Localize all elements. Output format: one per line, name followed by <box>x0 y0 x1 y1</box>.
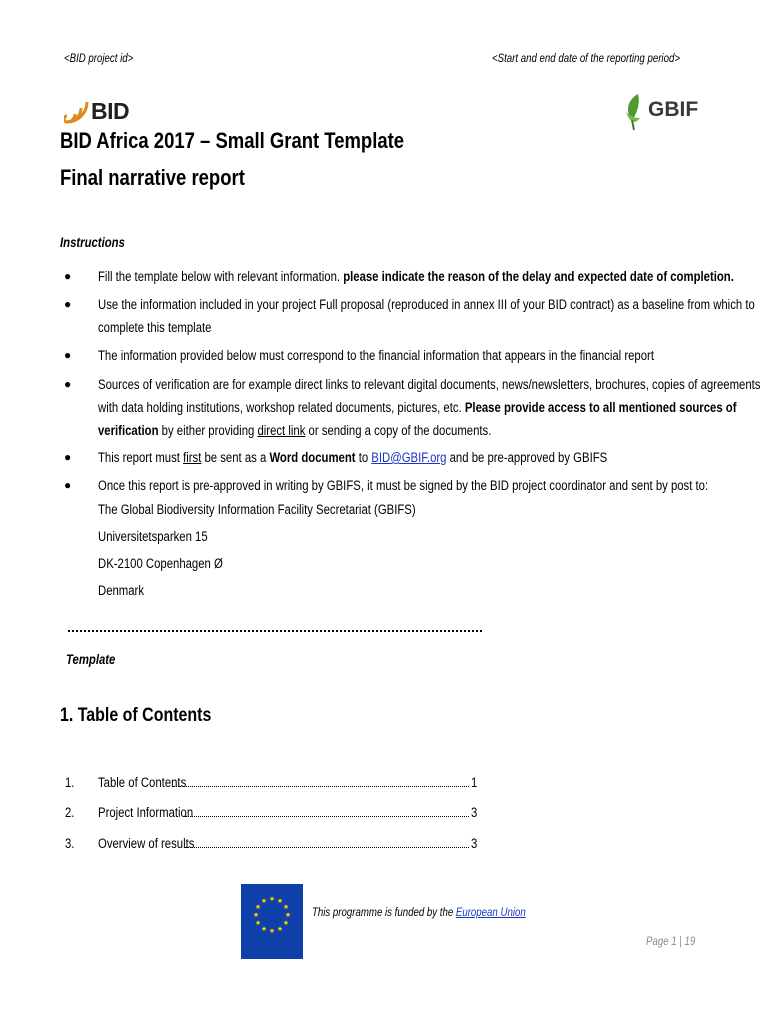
template-heading: Template <box>66 652 116 667</box>
toc-heading: 1. Table of Contents <box>60 705 212 726</box>
address-line: DK-2100 Copenhagen Ø <box>98 556 223 571</box>
eu-stars-icon <box>241 884 303 959</box>
document-subtitle: Final narrative report <box>60 165 245 190</box>
gbif-logo <box>622 90 699 132</box>
svg-text:★: ★ <box>276 925 284 933</box>
page-number: Page 1 | 19 <box>646 936 696 948</box>
header-project-id: <BID project id> <box>64 53 134 65</box>
email-link[interactable]: BID@GBIF.org <box>371 450 447 465</box>
svg-text:★: ★ <box>284 911 292 919</box>
toc-item[interactable]: 2. Project Information 3 <box>65 805 478 820</box>
bullet-dot: ● <box>64 450 72 464</box>
eu-flag-icon <box>241 884 303 959</box>
svg-text:★: ★ <box>252 911 260 919</box>
header-reporting-period: <Start and end date of the reporting period> <box>492 53 680 65</box>
svg-text:★: ★ <box>282 919 290 927</box>
svg-text:★: ★ <box>260 925 268 933</box>
svg-text:★: ★ <box>254 903 262 911</box>
svg-text:★: ★ <box>260 897 268 905</box>
bullet-dot: ● <box>64 377 72 391</box>
document-title: BID Africa 2017 – Small Grant Template <box>60 128 405 153</box>
funding-notice: This programme is funded by the European Union <box>312 907 526 919</box>
svg-text:★: ★ <box>268 895 276 903</box>
address-line: Universitetsparken 15 <box>98 529 208 544</box>
address-line: The Global Biodiversity Information Facility Secretariat (GBIFS) <box>98 502 416 517</box>
gbif-logo-text: GBIF <box>648 98 699 121</box>
bid-logo-text: BID <box>91 98 130 124</box>
bid-wave-icon <box>64 96 92 126</box>
european-union-link[interactable]: European Union <box>455 907 526 919</box>
bullet-dot: ● <box>64 297 72 311</box>
svg-text:★: ★ <box>282 903 290 911</box>
toc-item[interactable]: 1. Table of Contents 1 <box>65 775 478 790</box>
svg-text:★: ★ <box>276 897 284 905</box>
bullet-dot: ● <box>64 478 72 492</box>
svg-text:★: ★ <box>254 919 262 927</box>
bullet-dot: ● <box>64 348 72 362</box>
bid-logo <box>64 96 134 126</box>
toc-item[interactable]: 3. Overview of results 3 <box>65 836 478 851</box>
instructions-heading: Instructions <box>60 235 125 250</box>
dotted-divider <box>68 630 482 632</box>
bullet-dot: ● <box>64 269 72 283</box>
address-line: Denmark <box>98 583 145 598</box>
gbif-leaf-icon <box>622 90 648 132</box>
svg-text:★: ★ <box>268 927 276 935</box>
